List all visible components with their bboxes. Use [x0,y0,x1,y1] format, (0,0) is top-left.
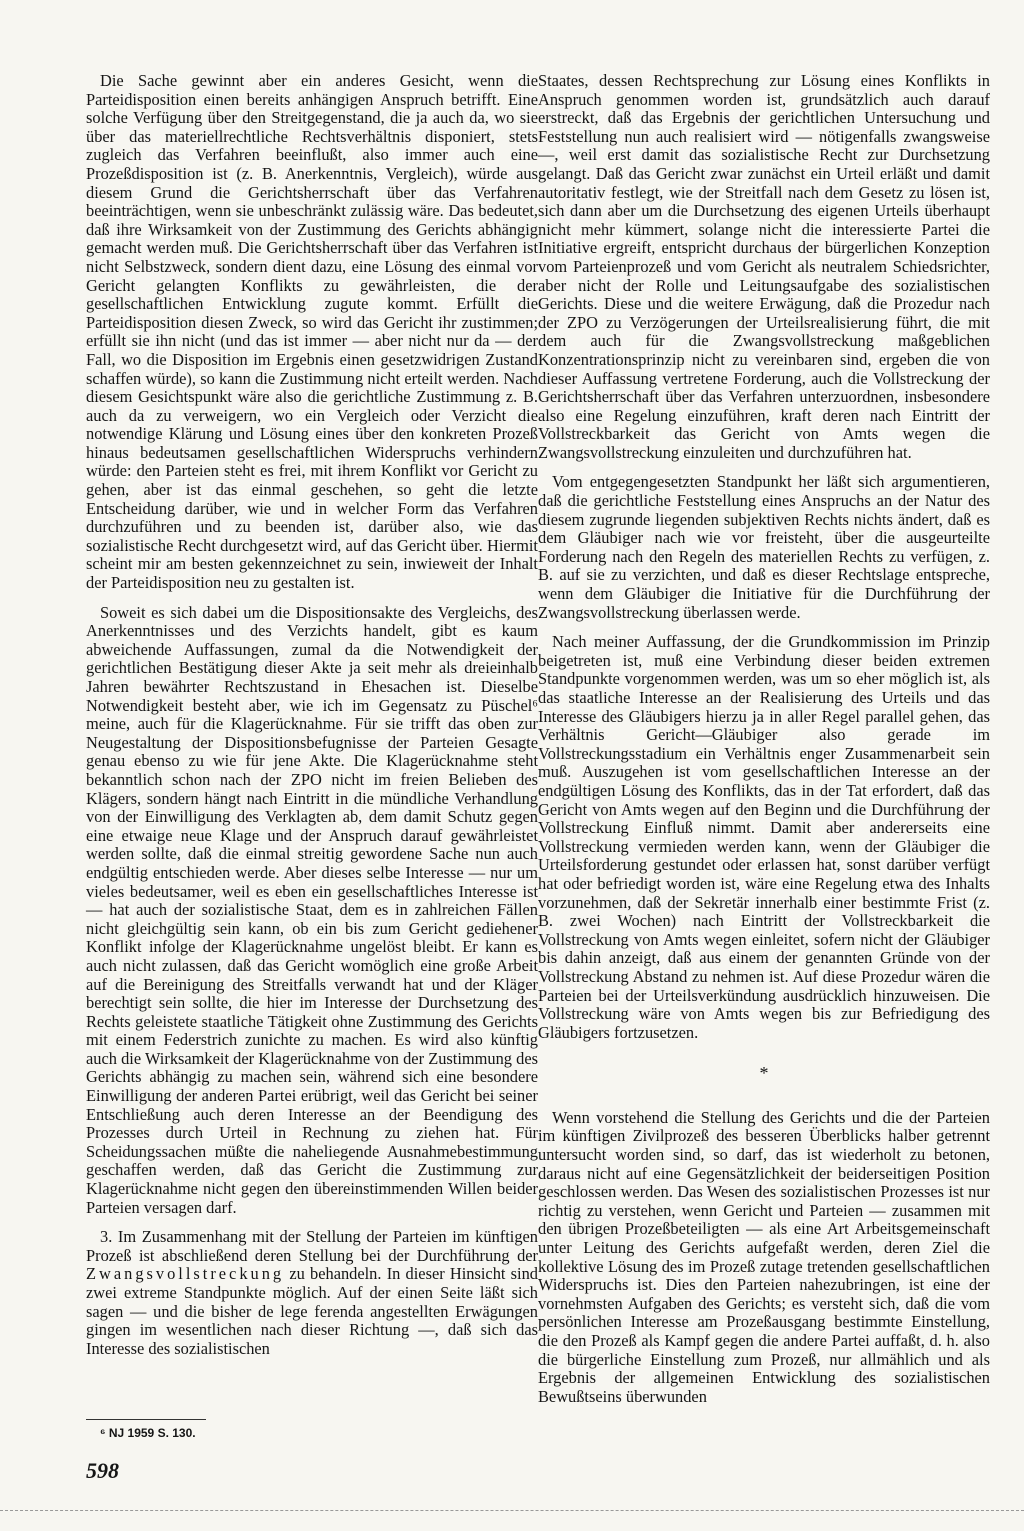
right-column [538,72,990,1417]
para3-start: 3. Im Zusammenhang mit der Stellung der Parteien im künftigen Prozeß ist abschließend deren Stellung bei der Durchführung der [86,1227,538,1265]
left-paragraph-3 [86,1228,538,1358]
footnote: ⁶ NJ 1959 S. 130. [100,1426,196,1440]
page-bottom-edge [0,1510,1024,1511]
left-paragraph-2: Soweit es sich dabei um die Dispositionsakte des Vergleichs, des Anerkenntnisses und des Verzichts handelt, gibt es kaum abweichende Auffassungen, zumal da die Notwendigkeit der gerichtlichen Bestätigung dieser Akte ja seit mehr als dreieinhalb Jahren bewährter Rechtszustand in Ehesachen ist. Dieselbe Notwendigkeit besteht aber, wie ich im Gegensatz zu Püschel⁶ meine, auch für die Klagerücknahme. Für sie trifft das oben zur Neugestaltung der Dispositionsbefugnisse der Parteien Gesagte genau ebenso zu wie für jene Akte. Die Klagerücknahme steht bekanntlich schon nach der ZPO nicht im freien Belieben des Klägers, sondern hängt nach Eintritt in die mündliche Verhandlung von der Einwilligung des Verklagten ab, dem damit Schutz gegen eine etwaige neue Klage und der Anspruch darauf gewährleistet werden sollte, daß die einmal streitig gewordene Sache nun auch endgültig entschieden werde. Aber dieses selbe Interesse — nur um vieles bedeutsamer, weil es eben ein gesellschaftliches Interesse ist — hat auch der sozialistische Staat, dem es in zahlreichen Fällen nicht gleichgültig sein kann, ob ein bis zum Gericht gediehener Konflikt infolge der Klagerücknahme ungelöst bleibt. Er kann es auch nicht zulassen, daß das Gericht womöglich eine große Arbeit auf die Bereinigung des Streitfalls verwandt hat und der Kläger berechtigt sein sollte, die hier im Interesse der Durchsetzung des Rechts geleistete staatliche Tätigkeit ohne Zustimmung des Gerichts mit einem Federstrich zunichte zu machen. Es wird also künftig auch die Wirksamkeit der Klagerücknahme von der Zustimmung des Gerichts abhängig zu machen sein, während sich eine besondere Einwilligung der anderen Partei erübrigt, weil das Gericht bei seiner Entschließung auch deren Interesse an der Beendigung des Prozesses durch Urteil in Rechnung zu ziehen hat. Für Scheidungssachen müßte die naheliegende Ausnahmebestimmung geschaffen werden, daß das Gericht die Zustimmung zur Klagerücknahme nicht gegen den übereinstimmenden Willen beider Parteien versagen darf. [86,602,538,1217]
footnote-rule [86,1419,206,1420]
right-paragraph-3: Nach meiner Auffassung, der die Grundkommission im Prinzip beigetreten ist, muß eine Verbindung dieser beiden extremen Standpunkte vorgenommen werden, was um so eher möglich ist, als das staatliche Interesse an der Realisierung des Urteils und das Interesse des Gläubigers hierzu ja in aller Regel parallel gehen, das Verhältnis Gericht—Gläubiger also gerade im Vollstreckungsstadium ein Verhältnis enger Zusammenarbeit sein muß. Auszugehen ist vom gesellschaftlichen Interesse an der endgültigen Lösung des Konflikts, das in der Tat erfordert, daß das Gericht von Amts wegen auf den Beginn und die Durchführung der Vollstreckung Einfluß nimmt. Damit aber andererseits eine Vollstreckung vermieden werden kann, wenn der Gläubiger die Urteilsforderung gestundet oder erlassen hat, sonst darüber verfügt hat oder befriedigt worden ist, wäre eine Regelung etwa des Inhalts vorzunehmen, daß der Sekretär innerhalb einer bestimmte Frist (z. B. zwei Wochen) nach Eintritt der Vollstreckbarkeit die Vollstreckung von Amts wegen einleitet, sofern nicht der Gläubiger bis dahin anzeigt, daß aus einem der genannten Gründe von der Vollstreckung Abstand zu nehmen ist. Auf diese Prozedur wären die Parteien bei der Urteilsverkündung ausdrücklich hinzuweisen. Die Vollstreckung wäre von Amts wegen bis zur Befriedigung des Gläubigers fortzusetzen. [538,632,990,1042]
para3-spaced-term: Zwangsvollstreckung [86,1264,285,1284]
para3-end: zu behandeln. In dieser Hinsicht sind zwei extreme Standpunkte möglich. Auf der einen Seite läßt sich sagen — und die bisher de lege ferenda angestellten Erwägungen gingen im wesentlichen nach dieser Richtung —, daß sich das Interesse des sozialistischen [86,1264,538,1358]
left-column [86,72,538,1369]
section-separator: * [759,1063,769,1084]
right-paragraph-2: Vom entgegengesetzten Standpunkt her läßt sich argumentieren, daß die gerichtliche Feststellung eines Anspruchs an der Natur des diesem zugrunde liegenden subjektiven Rechts nichts ändert, daß es dem Gläubiger nach wie vor freisteht, über die ausgeurteilte Forderung nach den Regeln des materiellen Rechts zu verfügen, z. B. auf sie zu verzichten, und daß es dieser Rechtslage entspreche, wenn dem Gläubiger die Initiative für die Durchführung der Zwangsvollstreckung überlassen werde. [538,472,990,622]
page-number: 598 [86,1458,119,1483]
left-paragraph-1: Die Sache gewinnt aber ein anderes Gesicht, wenn die Parteidisposition einen bereits anhängigen Anspruch betrifft. Eine solche Verfügung über den Streitgegenstand, die ja auch da, wo sie über das materiellrechtliche Rechtsverhältnis disponiert, stets zugleich das Verfahren beeinflußt, also immer auch eine Prozeßdisposition ist (z. B. Anerkenntnis, Vergleich), würde aus diesem Grund die Gerichtsherrschaft über das Verfahren beeinträchtigen, wenn sie unbeschränkt zulässig wäre. Das bedeutet, daß ihre Wirksamkeit von der Zustimmung des Gerichts abhängig gemacht werden muß. Die Gerichtsherrschaft über das Verfahren ist nicht Selbstzweck, sondern dient dazu, eine Lösung des einmal vor Gericht gelangten Konflikts zu gewährleisten, die der gesellschaftlichen Entwicklung zugute kommt. Erfüllt die Parteidisposition diesen Zweck, so wird das Gericht ihr zustimmen; erfüllt sie ihn nicht (und das ist immer — aber nicht nur da — der Fall, wo die Disposition im Ergebnis einen gesetzwidrigen Zustand schaffen würde), so kann die Zustimmung nicht erteilt werden. Nach diesem Gesichtspunkt wäre also die gerichtliche Zustimmung z. B. auch da zu verweigern, wo ein Vergleich oder Verzicht die notwendige Klärung und Lösung eines über den konkreten Prozeß hinaus bedeutsamen gesellschaftlichen Widerspruchs verhindern würde: den Parteien steht es frei, mit ihrem Konflikt vor Gericht zu gehen, aber ist das einmal geschehen, so geht die letzte Entscheidung darüber, wie und in welcher Form das Verfahren durchzuführen und zu beenden ist, darüber also, wie das sozialistische Recht durchgesetzt wird, auf das Gericht über. Hiermit scheint mir am besten gekennzeichnet zu sein, inwieweit der Inhalt der Parteidisposition neu zu gestalten ist. [86,71,538,593]
right-paragraph-1: Staates, dessen Rechtsprechung zur Lösung eines Konflikts in Anspruch genommen worden ist, grundsätzlich auch darauf erstreckt, daß das Ergebnis der gerichtlichen Untersuchung und Feststellung nun auch realisiert wird — nötigenfalls zwangsweise —, weil erst damit das sozialistische Recht zur Durchsetzung gelangt. Daß das Gericht zwar zunächst ein Urteil erläßt und damit autoritativ festlegt, wie der Streitfall nach dem Gesetz zu lösen ist, sich dann aber um die Durchsetzung des eigenen Urteils überhaupt nicht mehr kümmert, solange nicht die interessierte Partei die Initiative ergreift, entspricht durchaus der bürgerlichen Konzeption vom Parteienprozeß und vom Gericht als neutralem Schiedsrichter, aber nicht der Rolle und Leitungsaufgabe des sozialistischen Gerichts. Diese und die weitere Erwägung, daß die Prozedur nach der ZPO zu Verzögerungen der Urteilsrealisierung führt, die mit dem auch für die Zwangsvollstreckung maßgeblichen Konzentrationsprinzip nicht zu vereinbaren sind, ergeben die von dieser Auffassung vertretene Forderung, auch die Vollstreckung der Gerichtsherrschaft über das Verfahren unterzuordnen, insbesondere also eine Regelung einzuführen, kraft deren nach Eintritt der Vollstreckbarkeit das Gericht von Amts wegen die Zwangsvollstreckung einzuleiten und durchzuführen hat. [538,71,990,462]
closing-paragraph: Wenn vorstehend die Stellung des Gerichts und die der Parteien im künftigen Zivilprozeß des besseren Überblicks halber getrennt untersucht worden sind, so darf, das ist wiederholt zu betonen, daraus nicht auf eine Gegensätzlichkeit der beiderseitigen Position geschlossen werden. Das Wesen des sozialistischen Prozesses ist nur richtig zu verstehen, wenn Gericht und Parteien — zusammen mit den übrigen Prozeßbeteiligten — als eine Art Arbeitsgemeinschaft unter Leitung des Gerichts aufgefaßt werden, deren Ziel die kollektive Lösung des im Prozeß zutage tretenden gesellschaftlichen Widerspruchs ist. Dies den Parteien nahezubringen, ist eine der vornehmsten Aufgaben des Gerichts; es versteht sich, daß die vom persönlichen Interesse am Prozeßausgang bestimmte Einstellung, die den Prozeß als Kampf gegen die andere Partei auffaßt, d. h. also die bürgerliche Einstellung zum Prozeß, nur allmählich und als Ergebnis der allgemeinen Entwicklung des sozialistischen Bewußtseins überwunden [538,1107,990,1406]
